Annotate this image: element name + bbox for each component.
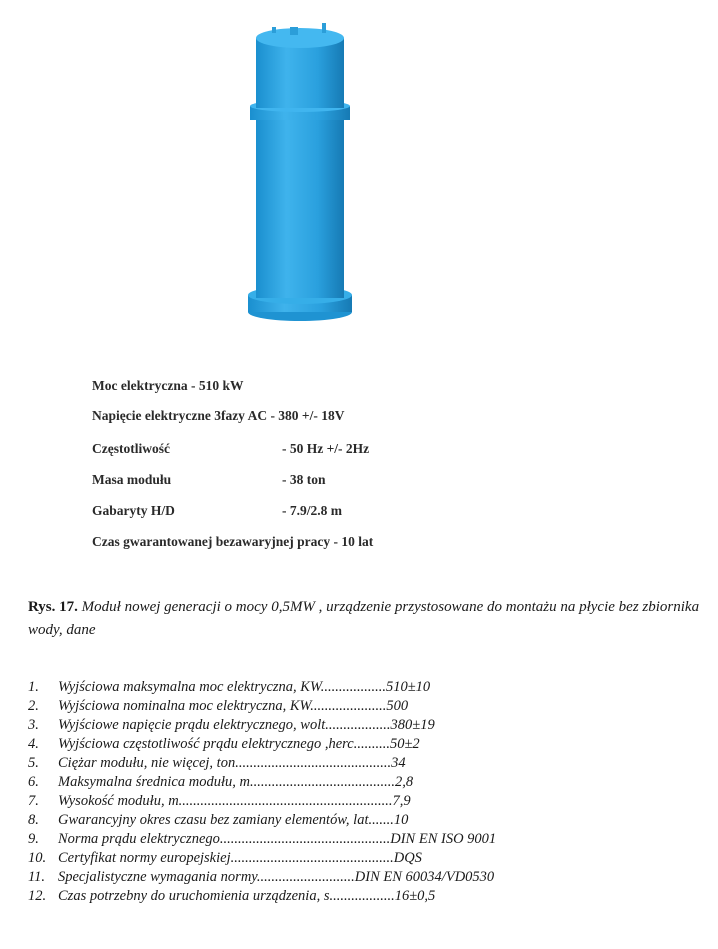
item-number: 10. <box>28 850 47 866</box>
item-number: 1. <box>28 679 39 695</box>
spec-label: Napięcie elektryczne 3fazy AC - 380 +/- 18V <box>92 408 345 423</box>
item-number: 8. <box>28 812 39 828</box>
item-number: 3. <box>28 717 39 733</box>
spec-label: Moc elektryczna - 510 kW <box>92 378 244 393</box>
item-text: Wyjściowe napięcie prądu elektrycznego, wolt..................380±19 <box>58 717 435 733</box>
item-text: Wyjściowa częstotliwość prądu elektrycznego ,herc..........50±2 <box>58 736 420 752</box>
item-text: Czas potrzebny do uruchomienia urządzenia, s..................16±0,5 <box>58 888 436 904</box>
spec-value: - 50 Hz +/- 2Hz <box>282 441 370 456</box>
item-number: 6. <box>28 774 39 790</box>
item-number: 11. <box>28 869 46 885</box>
figure-caption <box>28 596 708 642</box>
item-text: Wysokość modułu, m...........................................................7,9 <box>58 793 411 809</box>
spec-value: - 38 ton <box>282 472 326 487</box>
item-text: Wyjściowa nominalna moc elektryczna, KW.....................500 <box>58 698 409 714</box>
spec-label: Częstotliwość <box>92 441 170 456</box>
item-text: Gwarancyjny okres czasu bez zamiany elementów, lat.......10 <box>58 812 409 828</box>
item-text: Maksymalna średnica modułu, m........................................2,8 <box>58 774 414 790</box>
item-number: 4. <box>28 736 39 752</box>
spec-label: Gabaryty H/D <box>92 503 175 518</box>
item-number: 9. <box>28 831 39 847</box>
figure-number: Rys. 17. <box>28 599 78 615</box>
item-number: 5. <box>28 755 39 771</box>
spec-label: Masa modułu <box>92 472 172 487</box>
spec-label: Czas gwarantowanej bezawaryjnej pracy - 10 lat <box>92 534 374 549</box>
item-number: 12. <box>28 888 47 904</box>
module-illustration <box>230 10 370 330</box>
item-text: Certyfikat normy europejskiej.............................................DQS <box>58 850 422 866</box>
item-number: 2. <box>28 698 39 714</box>
item-number: 7. <box>28 793 39 809</box>
item-text: Specjalistyczne wymagania normy...........................DIN EN 60034/VD0530 <box>58 869 495 885</box>
item-text: Wyjściowa maksymalna moc elektryczna, KW..................510±10 <box>58 679 431 695</box>
spec-value: - 7.9/2.8 m <box>282 503 342 518</box>
item-text: Ciężar modułu, nie więcej, ton...........................................34 <box>58 755 406 771</box>
item-text: Norma prądu elektrycznego...............................................DIN EN ISO 9001 <box>58 831 497 847</box>
caption-text: Moduł nowej generacji o mocy 0,5MW , urządzenie przystosowane do montażu na płycie bez zbiornika wody, dane <box>28 599 700 638</box>
